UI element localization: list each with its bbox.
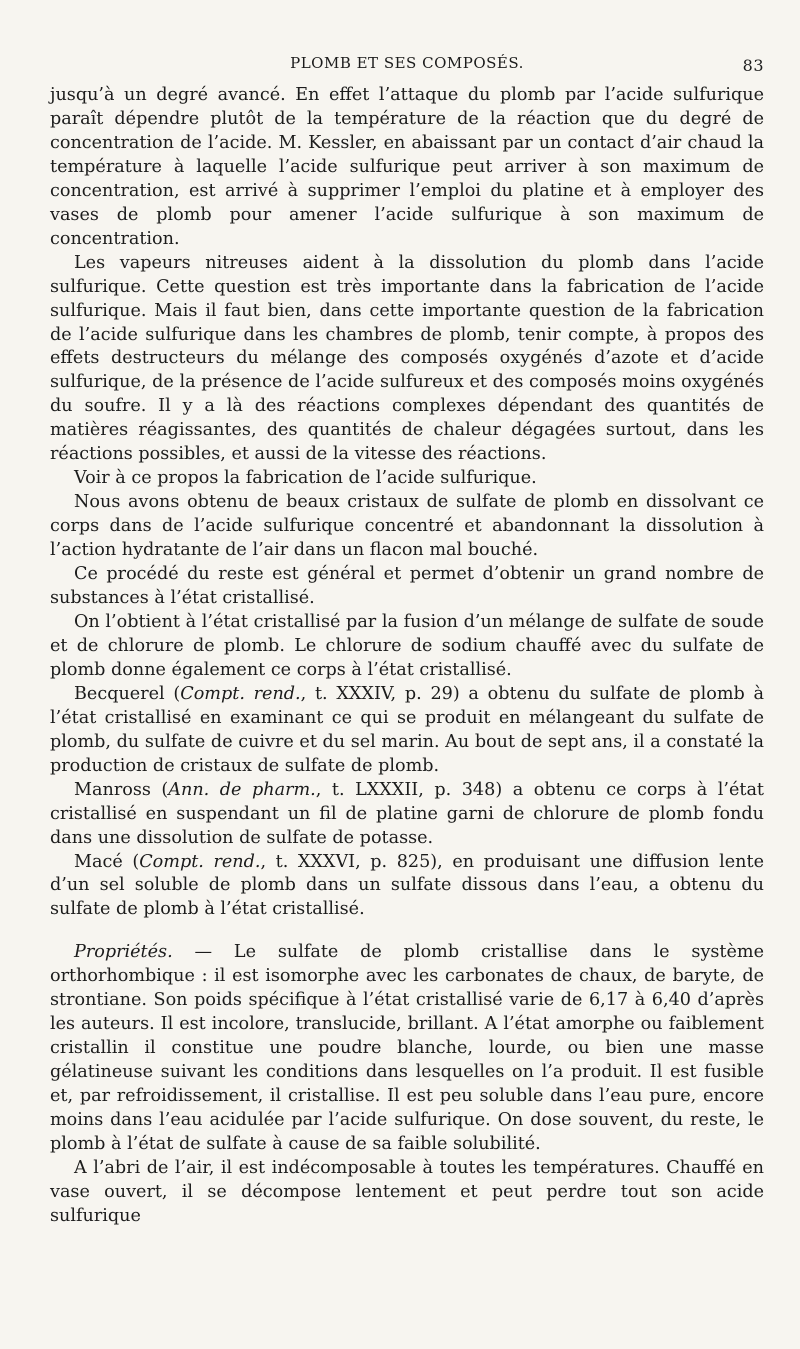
paragraph-nitrous-vapors: Les vapeurs nitreuses aident à la dissolution du plomb dans l’acide sulfurique. Cette question est très importante dans la fabrication de l’acide sulfurique. Mais il faut bien, dans cette importante question de la fabrication de l’acide sulfurique dans les chambres de plomb, tenir compte, à propos des effets destructeurs du mélange des composés oxygénés d’azote et d’acide sulfurique, de la présence de l’acide sulfureux et des composés moins oxygénés du soufre. Il y a là des réactions complexes dépendant des quantités de matières réagissantes, des quantités de chaleur dégagées surtout, dans les réactions possibles, et aussi de la vitesse des réactions. (50, 252, 764, 465)
paragraph-see-also: Voir à ce propos la fabrication de l’acide sulfurique. (74, 468, 537, 489)
paragraph-mace (50, 851, 764, 923)
section-heading: Propriétés. (74, 942, 173, 963)
citation-text: , t. LXXXII, p. 348) a obtenu ce corps à l’état cristallisé en suspendant un fil de platine garni de chlorure de plomb fondu dans une dissolution de sulfate de potasse. (50, 779, 764, 848)
citation-author: Becquerel ( (74, 683, 181, 704)
citation-text: , t. XXXVI, p. 825), en produisant une diffusion lente d’un sel soluble de plomb dans un sulfate dissous dans l’eau, a obtenu du sulfate de plomb à l’état cristallisé. (50, 851, 764, 920)
citation-text: , t. XXXIV, p. 29) a obtenu du sulfate de plomb à l’état cristallisé en examinant ce qui se produit en mélangeant du sulfate de plomb, du sulfate de cuivre et du sel marin. Au bout de sept ans, il a constaté la production de cristaux de sulfate de plomb. (50, 683, 764, 776)
paragraph-continued: jusqu’à un degré avancé. En effet l’attaque du plomb par l’acide sulfurique paraît dépendre plutôt de la température de la réaction que du degré de concentration de l’acide. M. Kessler, en abaissant par un contact d’air chaud la température à laquelle l’acide sulfurique peut arriver à son maximum de concentration, est arrivé à supprimer l’emploi du platine et à employer des vases de plomb pour amener l’acide sulfurique à son maximum de concentration. (50, 85, 764, 249)
paragraph-manross (50, 779, 764, 851)
paragraph-general-process: Ce procédé du reste est général et permet d’obtenir un grand nombre de substances à l’état cristallisé. (50, 564, 764, 609)
paragraph-crystals: Nous avons obtenu de beaux cristaux de sulfate de plomb en dissolvant ce corps dans de l’acide sulfurique concentré et abandonnant la dissolution à l’action hydratante de l’air dans un flacon mal bouché. (50, 492, 764, 561)
citation-author: Macé ( (74, 851, 140, 872)
citation-source: Compt. rend. (180, 683, 301, 704)
citation-source: Ann. de pharm. (168, 779, 316, 800)
paragraph-becquerel (50, 683, 764, 779)
citation-author: Manross ( (74, 779, 169, 800)
paragraph-decomposition: A l’abri de l’air, il est indécomposable à toutes les températures. Chauffé en vase ouvert, il se décompose lentement et peut perdre tout son acide sulfurique (50, 1157, 764, 1226)
paragraph-fusion: On l’obtient à l’état cristallisé par la fusion d’un mélange de sulfate de soude et de chlorure de plomb. Le chlorure de sodium chauffé avec du sulfate de plomb donne également ce corps à l’état cristallisé. (50, 611, 764, 680)
page-number: 83 (742, 56, 764, 75)
citation-source: Compt. rend. (139, 851, 261, 872)
paragraph-properties (50, 941, 764, 1157)
page-body (50, 84, 764, 1229)
properties-text: — Le sulfate de plomb cristallise dans le système orthorhombique : il est isomorphe avec les carbonates de chaux, de baryte, de strontiane. Son poids spécifique à l’état cristallisé varie de 6,17 à 6,40 d’après les auteurs. Il est incolore, translucide, brillant. A l’état amorphe ou faiblement cristallin il constitue une poudre blanche, lourde, ou bien une masse gélatineuse suivant les conditions dans lesquelles on l’a produit. Il est fusible et, par refroidissement, il cristallise. Il est peu soluble dans l’eau pure, encore moins dans l’eau acidulée par l’acide sulfurique. On dose souvent, du reste, le plomb à l’état de sulfate à cause de sa faible solubilité. (50, 942, 764, 1154)
running-title: PLOMB ET SES COMPOSÉS. (290, 54, 524, 72)
page-header (50, 52, 764, 84)
